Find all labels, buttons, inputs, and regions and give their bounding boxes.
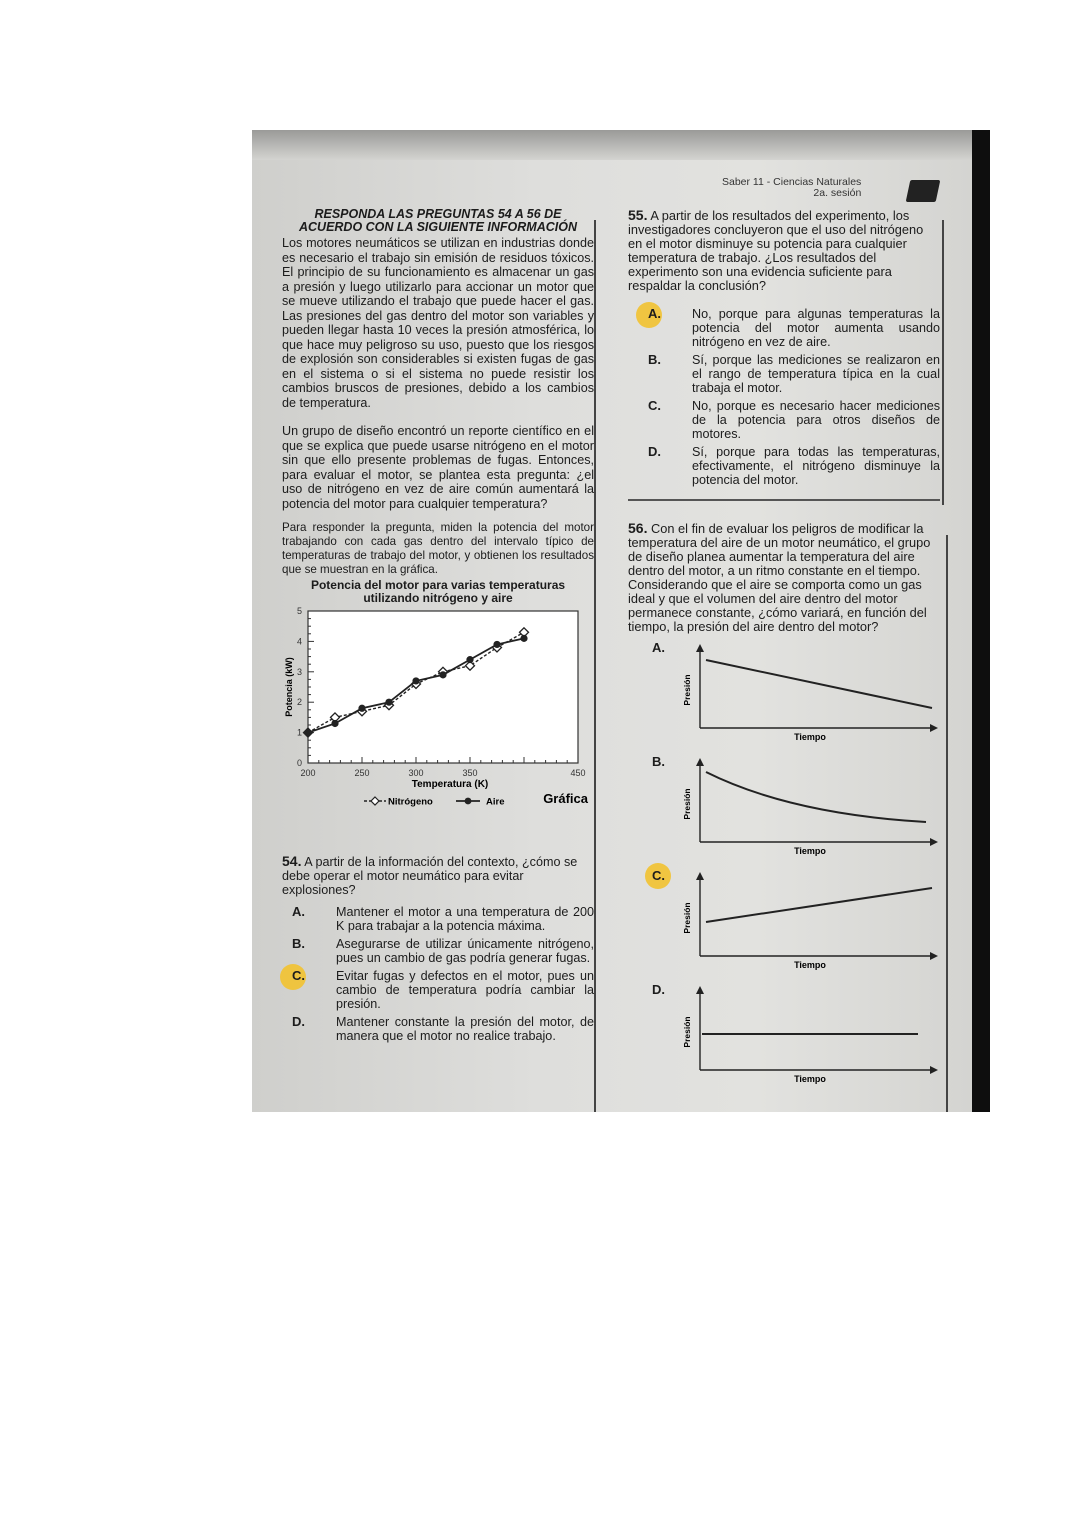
pressure-axis-label: Presión — [682, 674, 692, 706]
header-line1: Saber 11 - Ciencias Naturales — [722, 176, 862, 188]
option-text: Evitar fugas y defectos en el motor, pues un cambio de temperatura podría cambiar la presión. — [336, 969, 594, 1011]
pressure-graph-d — [670, 984, 940, 1086]
option-letter: C. — [648, 398, 661, 413]
x-tick-label: 350 — [462, 768, 478, 778]
context-paragraph-3: Para responder la pregunta, miden la potencia del motor trabajando con cada gas dentro del intervalo típico de temperaturas de trabajo del motor, y obtienen los resultados que se muestran en la gráfica. — [282, 521, 594, 576]
q55-option-b[interactable] — [638, 353, 940, 395]
option-text: Asegurarse de utilizar únicamente nitrógeno, pues un cambio de gas podría generar fugas. — [336, 937, 594, 965]
x-tick-label: 300 — [408, 768, 424, 778]
pressure-axis-label: Presión — [682, 1016, 692, 1048]
option-letter: B. — [648, 352, 661, 367]
x-tick-label: 450 — [570, 768, 586, 778]
pressure-axis-label: Presión — [682, 788, 692, 820]
left-column — [282, 208, 594, 1043]
y-tick-label: 5 — [296, 606, 302, 616]
q54-option-c[interactable] — [282, 969, 594, 1011]
context-paragraph-1: Los motores neumáticos se utilizan en industrias donde es necesario el trabajo sin emisión de residuos tóxicos. El principio de su funcionamiento es almacenar un gas a presión y luego utilizarlo para accionar un motor que se mueve utilizando el trabajo que puede hacer el gas. Las presiones del gas dentro del motor son variables y pueden llegar hasta 10 veces la presión atmosférica, lo que hace muy peligroso su uso, puesto que los riesgos de explosión son considerables si existen fugas de gas en el sistema o si el sistema no puede resistir los cambios bruscos de presiones, debido a los cambios de temperatura. — [282, 236, 594, 410]
pressure-curve — [706, 660, 932, 708]
column-divider-right-top — [942, 220, 944, 505]
point-aire — [385, 699, 392, 706]
point-aire — [358, 705, 365, 712]
photo-frame — [252, 130, 990, 1112]
q56-option-d[interactable] — [628, 982, 940, 1084]
question-55-text: A partir de los resultados del experimento, los investigadores concluyeron que el uso del nitrógeno en el motor disminuye su potencia para cualquier temperatura de trabajo. ¿Los resultados del experimento son una evidencia suficiente para respaldar la conclusión? — [628, 208, 924, 293]
option-letter: B. — [652, 754, 665, 769]
legend-marker-nitrogeno — [371, 797, 379, 805]
q55-option-d[interactable] — [638, 445, 940, 487]
x-tick-label: 200 — [300, 768, 316, 778]
question-55 — [628, 208, 940, 293]
pressure-axis-arrow — [696, 758, 704, 766]
option-text: No, porque para algunas temperaturas la potencia del motor aumenta usando nitrógeno en vez de aire. — [692, 307, 940, 349]
y-tick-label: 1 — [296, 727, 302, 738]
exam-page — [252, 130, 972, 1112]
q56-option-a[interactable] — [628, 640, 940, 754]
x-axis-label: Temperatura (K) — [411, 779, 489, 790]
question-54-text: A partir de la información del contexto, ¿cómo se debe operar el motor neumático para evitar explosiones? — [282, 855, 578, 897]
time-axis-arrow — [930, 1066, 938, 1074]
question-56-options — [628, 640, 940, 1084]
legend-label-aire: Aire — [486, 796, 505, 808]
time-axis-arrow — [930, 838, 938, 846]
point-aire — [439, 671, 446, 678]
point-aire — [331, 720, 338, 727]
option-letter: C. — [282, 969, 336, 1011]
question-56 — [628, 521, 940, 634]
option-letter: A. — [292, 904, 305, 919]
y-tick-label: 3 — [296, 666, 302, 677]
pressure-graph-c — [670, 870, 940, 972]
q54-option-b[interactable] — [282, 937, 594, 965]
question-54-options — [282, 905, 594, 1043]
option-text: Sí, porque las mediciones se realizaron en el rango de temperatura típica en la cual trabaja el motor. — [692, 353, 940, 395]
time-axis-label: Tiempo — [794, 960, 826, 970]
option-letter: D. — [652, 982, 665, 997]
point-aire — [304, 729, 311, 736]
pressure-axis-arrow — [696, 872, 704, 880]
option-text: Sí, porque para todas las temperaturas, efectivamente, el nitrógeno disminuye la potencia del motor. — [692, 445, 940, 487]
option-text: Mantener el motor a una temperatura de 200 K para trabajar a la potencia máxima. — [336, 905, 594, 933]
x-tick-label: 250 — [354, 768, 370, 778]
point-aire — [466, 656, 473, 663]
y-tick-label: 0 — [296, 758, 302, 768]
context-title: RESPONDA LAS PREGUNTAS 54 A 56 DE ACUERDO CON LA SIGUIENTE INFORMACIÓN — [298, 207, 577, 234]
legend-marker-aire — [465, 798, 472, 805]
legend-label-nitrogeno: Nitrógeno — [388, 796, 433, 808]
time-axis-arrow — [930, 724, 938, 732]
time-axis-label: Tiempo — [794, 1074, 826, 1084]
option-letter: D. — [292, 1014, 305, 1029]
page-shadow — [252, 130, 972, 160]
point-aire — [412, 677, 419, 684]
column-divider-right-bottom — [946, 535, 948, 1112]
q56-option-c[interactable] — [628, 868, 940, 982]
option-letter: B. — [292, 936, 305, 951]
option-letter: A. — [638, 307, 692, 349]
time-axis-arrow — [930, 952, 938, 960]
pressure-graph-b — [670, 756, 940, 858]
page-header — [722, 177, 861, 199]
pressure-curve — [706, 772, 926, 822]
pressure-axis-arrow — [696, 644, 704, 652]
question-54 — [282, 854, 594, 897]
power-chart — [282, 605, 594, 823]
q55-option-a[interactable] — [638, 307, 940, 349]
column-divider-left — [594, 220, 596, 1112]
question-55-options — [628, 307, 940, 487]
section-divider — [628, 499, 940, 501]
option-text: Mantener constante la presión del motor, de manera que el motor no realice trabajo. — [336, 1015, 594, 1043]
option-letter: D. — [648, 444, 661, 459]
chart-title: Potencia del motor para varias temperaturas utilizando nitrógeno y aire — [310, 578, 566, 605]
plot-area — [308, 611, 578, 763]
pressure-axis-arrow — [696, 986, 704, 994]
question-56-number: 56. — [628, 520, 648, 536]
y-axis-label: Potencia (kW) — [284, 657, 294, 717]
q54-option-a[interactable] — [282, 905, 594, 933]
q55-option-c[interactable] — [638, 399, 940, 441]
question-56-text: Con el fin de evaluar los peligros de modificar la temperatura del aire de un motor neumático, el grupo de diseño planea aumentar la temperatura del aire dentro del motor, a un ritmo constante en el tiempo. Considerando que el aire se comporta como un gas ideal y que el volumen del aire dentro del motor permanece constante, ¿cómo variará, en función del tiempo, la presión del aire dentro del motor? — [628, 521, 931, 634]
header-logo-mark — [906, 180, 941, 202]
q56-option-b[interactable] — [628, 754, 940, 868]
question-54-number: 54. — [282, 853, 302, 869]
option-letter: C. — [652, 868, 665, 883]
context-paragraph-2: Un grupo de diseño encontró un reporte científico en el que se explica que puede usarse nitrógeno en el motor sin que ello presente problemas de fugas. Entonces, para evaluar el motor, se plantea esta pregunta: ¿el uso de nitrógeno en vez de aire común aumentará la potencia del motor para cualquier temperatura? — [282, 424, 594, 511]
pressure-axis-label: Presión — [682, 902, 692, 934]
y-tick-label: 4 — [296, 636, 302, 647]
pressure-graph-a — [670, 642, 940, 744]
time-axis-label: Tiempo — [794, 846, 826, 856]
y-tick-label: 2 — [296, 697, 302, 708]
header-line2: 2a. sesión — [813, 187, 862, 199]
right-column — [628, 207, 940, 1084]
question-55-number: 55. — [628, 207, 648, 223]
point-aire — [493, 641, 500, 648]
pressure-curve — [706, 888, 932, 922]
chart-caption: Gráfica — [543, 791, 588, 806]
point-aire — [520, 635, 527, 642]
q54-option-d[interactable] — [282, 1015, 594, 1043]
option-text: No, porque es necesario hacer mediciones de la potencia para otros diseños de motores. — [692, 399, 940, 441]
time-axis-label: Tiempo — [794, 732, 826, 742]
option-letter: A. — [652, 640, 665, 655]
